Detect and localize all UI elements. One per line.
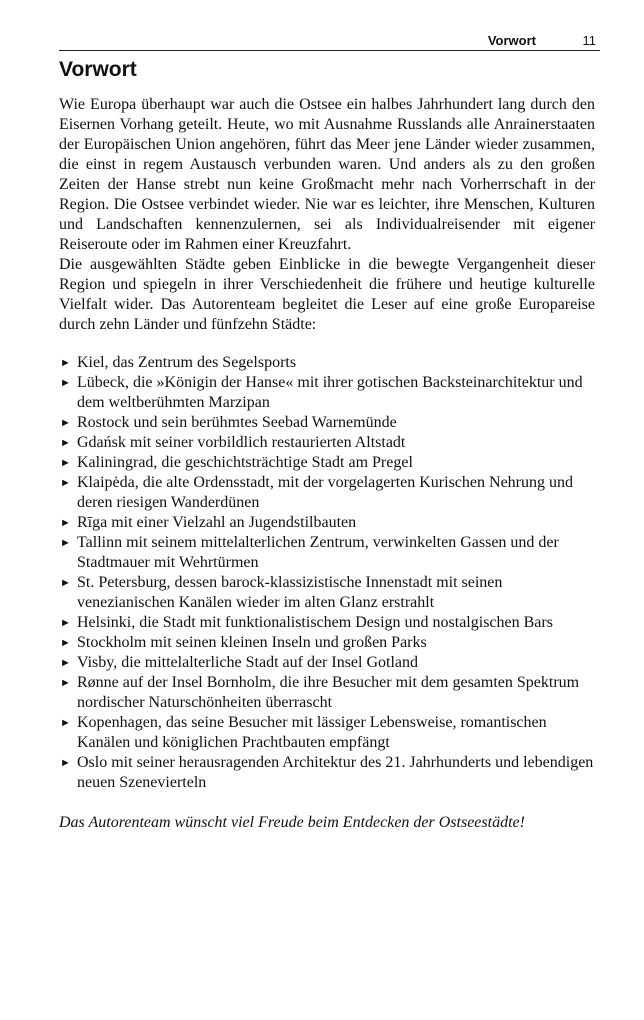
- triangle-bullet-icon: ►: [60, 657, 71, 669]
- triangle-bullet-icon: ►: [60, 617, 71, 629]
- intro-paragraph: Die ausgewählten Städte geben Einblicke in die bewegte Vergangenheit dieser Region und spiegeln in ihrer Verschiedenheit die frühere und heutige kulturelle Vielfalt wider. Das Autorenteam begleitet die Leser auf eine große Europareise durch zehn Länder und fünfzehn Städte:: [59, 256, 595, 333]
- list-item: [59, 673, 595, 713]
- list-item-text: Gdańsk mit seiner vorbildlich restaurierten Altstadt: [77, 434, 406, 451]
- list-item-text: Helsinki, die Stadt mit funktionalistischem Design und nostalgischen Bars: [77, 614, 553, 631]
- closing-sentence: Das Autorenteam wünscht viel Freude beim Entdecken der Ostseestädte!: [59, 814, 525, 831]
- list-item-text: Tallinn mit seinem mittelalterlichen Zentrum, verwinkelten Gassen und der Stadtmauer mit Wehrtürmen: [77, 534, 559, 571]
- triangle-bullet-icon: ►: [60, 437, 71, 449]
- triangle-bullet-icon: ►: [60, 477, 71, 489]
- city-list: [59, 353, 595, 793]
- list-item: [59, 373, 595, 413]
- triangle-bullet-icon: ►: [60, 457, 71, 469]
- list-item: [59, 353, 595, 373]
- list-item: [59, 533, 595, 573]
- list-item: [59, 433, 595, 453]
- triangle-bullet-icon: ►: [60, 637, 71, 649]
- intro-paragraph: Wie Europa überhaupt war auch die Ostsee ein halbes Jahrhundert lang durch den Eisernen Vorhang geteilt. Heute, wo mit Ausnahme Russlands alle Anrainerstaaten der Europäischen Union angehören, führt das Meer jene Länder wieder zusammen, die einst in regem Austausch verbunden waren. Und anders als zu den großen Zeiten der Hanse strebt nun keine Großmacht mehr nach Vorherrschaft in der Region. Die Ostsee verbindet wieder. Nie war es leichter, ihre Menschen, Kulturen und Landschaften kennenzulernen, sei als Individualreisender mit eigener Reiseroute oder im Rahmen einer Kreuzfahrt.: [59, 96, 595, 253]
- page-title: Vorwort: [59, 58, 137, 81]
- list-item: [59, 413, 595, 433]
- list-item: [59, 473, 595, 513]
- list-item: [59, 573, 595, 613]
- triangle-bullet-icon: ►: [60, 517, 71, 529]
- list-item-text: Kopenhagen, das seine Besucher mit lässiger Lebensweise, romantischen Kanälen und königlichen Prachtbauten empfängt: [77, 714, 547, 751]
- list-item: [59, 633, 595, 653]
- running-title: Vorwort: [487, 33, 536, 48]
- triangle-bullet-icon: ►: [60, 377, 71, 389]
- list-item-text: Stockholm mit seinen kleinen Inseln und großen Parks: [77, 634, 427, 651]
- list-item: [59, 653, 595, 673]
- list-item-text: Klaipėda, die alte Ordensstadt, mit der vorgelagerten Kurischen Nehrung und deren riesigen Wanderdünen: [77, 474, 573, 511]
- list-item: [59, 753, 595, 793]
- list-item-text: Kiel, das Zentrum des Segelsports: [77, 354, 297, 371]
- list-item: [59, 713, 595, 753]
- body-text: [59, 95, 595, 833]
- triangle-bullet-icon: ►: [60, 537, 71, 549]
- list-item: [59, 453, 595, 473]
- list-item-text: Visby, die mittelalterliche Stadt auf der Insel Gotland: [77, 654, 419, 671]
- triangle-bullet-icon: ►: [60, 577, 71, 589]
- triangle-bullet-icon: ►: [60, 417, 71, 429]
- triangle-bullet-icon: ►: [60, 757, 71, 769]
- page-number: 11: [582, 33, 596, 48]
- list-item: [59, 613, 595, 633]
- list-item-text: Rostock und sein berühmtes Seebad Warnemünde: [77, 414, 397, 431]
- list-item-text: Rīga mit einer Vielzahl an Jugendstilbauten: [77, 514, 357, 531]
- list-item-text: Rønne auf der Insel Bornholm, die ihre Besucher mit dem gesamten Spektrum nordischer Naturschönheiten überrascht: [77, 674, 580, 711]
- list-item-text: Kaliningrad, die geschichtsträchtige Stadt am Pregel: [77, 454, 413, 471]
- header-rule: [59, 50, 600, 51]
- list-item: [59, 513, 595, 533]
- list-item-text: Oslo mit seiner herausragenden Architektur des 21. Jahrhunderts und lebendigen neuen Szenevierteln: [77, 754, 594, 791]
- list-item-text: Lübeck, die »Königin der Hanse« mit ihrer gotischen Backsteinarchitektur und dem weltberühmten Marzipan: [77, 374, 583, 411]
- triangle-bullet-icon: ►: [60, 677, 71, 689]
- triangle-bullet-icon: ►: [60, 357, 71, 369]
- list-item-text: St. Petersburg, dessen barock-klassizistische Innenstadt mit seinen venezianischen Kanälen wieder im alten Glanz erstrahlt: [77, 574, 503, 611]
- triangle-bullet-icon: ►: [60, 717, 71, 729]
